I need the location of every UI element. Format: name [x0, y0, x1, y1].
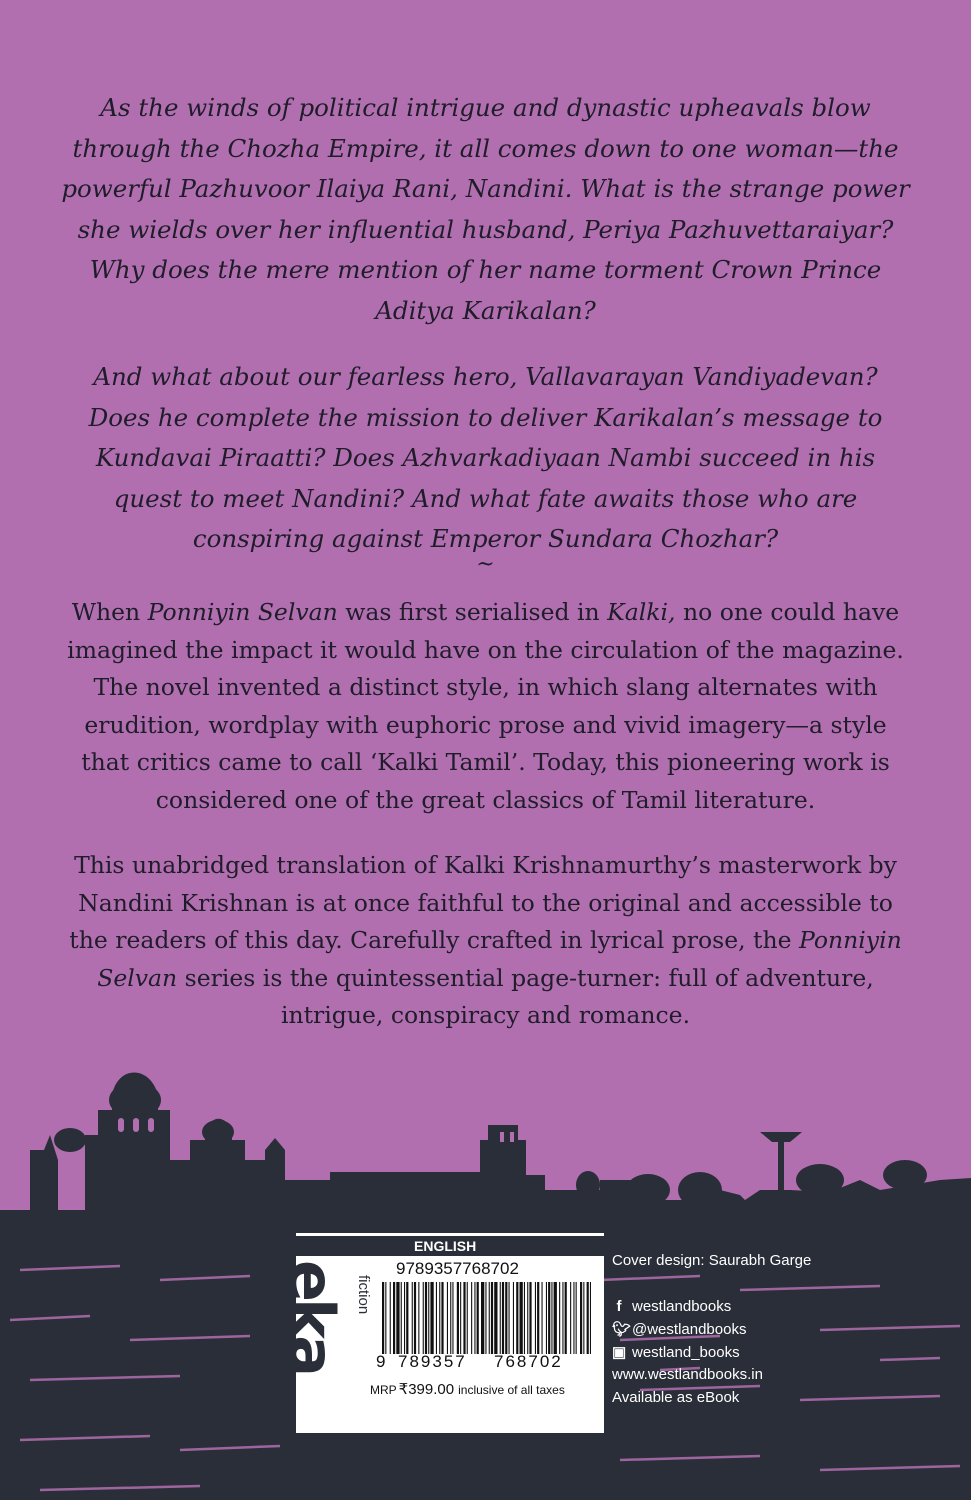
barcode-bar: [537, 1282, 539, 1354]
barcode-bar: [393, 1282, 395, 1354]
language-label: ENGLISH: [296, 1236, 604, 1256]
isbn-number: 9789357768702: [396, 1259, 519, 1278]
barcode-bar: [524, 1282, 525, 1354]
twitter-icon: 🐦︎: [612, 1321, 632, 1338]
barcode-bar: [441, 1282, 443, 1354]
about-p2-b: series is the quintessential page-turner: full of adventure, intrigue, conspiracy and romance.: [177, 963, 874, 1029]
about-p1-a: When: [71, 598, 148, 626]
barcode-bar: [477, 1282, 479, 1354]
about-paragraph-2: [60, 847, 911, 1035]
barcode-bar: [481, 1282, 484, 1354]
twitter-handle: @westlandbooks: [632, 1321, 747, 1338]
barcode-digit-group-2: 768702: [494, 1352, 563, 1371]
barcode-bar: [554, 1282, 557, 1354]
barcode-bar: [428, 1282, 429, 1354]
barcode-bar: [562, 1282, 563, 1354]
barcode-bar: [565, 1282, 567, 1354]
barcode-bar: [460, 1282, 461, 1354]
cover-design-credit: Cover design: Saurabh Garge: [612, 1252, 812, 1269]
barcode-bar: [414, 1282, 416, 1354]
genre-text: fiction: [355, 1275, 372, 1315]
barcode-bar: [509, 1282, 510, 1354]
section-separator: ~: [476, 552, 495, 577]
barcode-bar: [494, 1282, 497, 1354]
blurb-italic: [60, 88, 911, 586]
barcode-bar: [474, 1282, 475, 1354]
barcode-bar: [527, 1282, 528, 1354]
barcode-bar: [401, 1282, 402, 1354]
imprint-line: AN IMPRINT OF WESTLAND BOOKS: [334, 1412, 566, 1427]
barcode-bar: [580, 1282, 582, 1354]
blurb-paragraph-1: As the winds of political intrigue and dynastic upheavals blow through the Chozha Empire, it all comes down to one woman—the powerful Pazhuvoor Ilaiya Rani, Nandini. What is the strange power she wields over her influential husband, Periya Pazhuvettaraiyar? Why does the mere mention of her name torment Crown Prince Aditya Karikalan?: [61, 93, 910, 325]
barcode-bar: [505, 1282, 507, 1354]
facebook-row: [612, 1298, 731, 1315]
barcode-bar: [412, 1282, 413, 1354]
instagram-icon: ▣: [612, 1344, 627, 1361]
magazine-name: Kalki,: [607, 598, 676, 626]
about-p1-c: no one could have imagined the impact it would have on the circulation of the magazine. The novel invented a distinct style, in which slang alternates with erudition, wordplay with euphoric prose and vivid imagery—a style that critics came to call ‘Kalki Tamil’. Today, this pioneering work is considered one of the great classics of Tamil literature.: [67, 598, 904, 814]
instagram-row: [612, 1343, 740, 1361]
eka-logo: [275, 1258, 350, 1406]
barcode-bar: [576, 1282, 577, 1354]
barcode-bar: [452, 1282, 453, 1354]
barcode-bar: [573, 1282, 574, 1354]
barcode-bar: [406, 1282, 408, 1354]
barcode-bar: [447, 1282, 448, 1354]
barcode-bar: [404, 1282, 405, 1354]
barcode-bar: [500, 1282, 501, 1354]
barcode-bar: [489, 1282, 490, 1354]
eka-logo-text: eka: [275, 1260, 348, 1374]
website-link: www.westlandbooks.in: [612, 1366, 763, 1383]
about-paragraph-1: [60, 594, 911, 819]
ebook-note: Available as eBook: [612, 1389, 740, 1406]
barcode-bar: [542, 1282, 543, 1354]
barcode-bar: [418, 1282, 419, 1354]
barcode-bar: [430, 1282, 433, 1354]
barcode-bar: [385, 1282, 386, 1354]
barcode-bar: [450, 1282, 451, 1354]
blurb-paragraph-2: And what about our fearless hero, Vallavarayan Vandiyadevan? Does he complete the mission to deliver Karikalan’s message to Kundavai Piraatti? Does Azhvarkadiyaan Nambi succeed in his quest to meet Nandini? And what fate awaits those who are conspiring against Emperor Sundara Chozhar?: [88, 362, 883, 553]
barcode-bar: [590, 1282, 591, 1354]
barcode-bar: [463, 1282, 465, 1354]
barcode-bar: [516, 1282, 518, 1354]
facebook-handle: westlandbooks: [632, 1298, 732, 1315]
barcode-bar: [548, 1282, 550, 1354]
barcode-bar: [520, 1282, 523, 1354]
barcode-bar: [502, 1282, 504, 1354]
mrp-price: ₹399.00: [398, 1381, 455, 1398]
facebook-icon: f: [616, 1298, 622, 1315]
barcode-bar: [570, 1282, 571, 1354]
barcode-bar: [390, 1282, 391, 1354]
barcode-bar: [551, 1282, 552, 1354]
barcode-bar: [457, 1282, 459, 1354]
barcode-bar: [382, 1282, 384, 1354]
barcode-bar: [485, 1282, 486, 1354]
barcode-bar: [529, 1282, 531, 1354]
barcode-bar: [471, 1282, 472, 1354]
barcode-bar: [535, 1282, 536, 1354]
barcode-bar: [425, 1282, 427, 1354]
barcode-bar: [587, 1282, 589, 1354]
about-p1-b: was first serialised in: [337, 598, 608, 626]
barcode-bar: [513, 1282, 514, 1354]
book-title: Ponniyin Selvan: [147, 598, 338, 626]
barcode-bar: [491, 1282, 493, 1354]
about-text: [60, 594, 911, 1063]
barcode-bar: [436, 1282, 437, 1354]
barcode-bar: [559, 1282, 560, 1354]
barcode-bar: [423, 1282, 424, 1354]
barcode-bar: [467, 1282, 468, 1354]
twitter-row: [612, 1320, 746, 1338]
mrp-label: MRP: [370, 1383, 397, 1397]
price-line: [370, 1380, 604, 1399]
barcode-bar: [439, 1282, 440, 1354]
barcode-bar: [396, 1282, 399, 1354]
barcode-digit-lead: 9: [376, 1352, 386, 1371]
about-p2-a: This unabridged translation of Kalki Krishnamurthy’s masterwork by Nandini Krishnan is at once faithful to the original and accessible to the readers of this day. Carefully crafted in lyrical prose, the: [69, 851, 897, 954]
isbn-barcode: [380, 1282, 592, 1354]
barcode-digit-group-1: 789357: [398, 1352, 467, 1371]
barcode-bar: [583, 1282, 584, 1354]
instagram-handle: westland_books: [632, 1344, 740, 1361]
barcode-bar: [546, 1282, 547, 1354]
mrp-note: inclusive of all taxes: [458, 1383, 565, 1397]
series-title: Ponniyin Selvan: [97, 926, 902, 992]
